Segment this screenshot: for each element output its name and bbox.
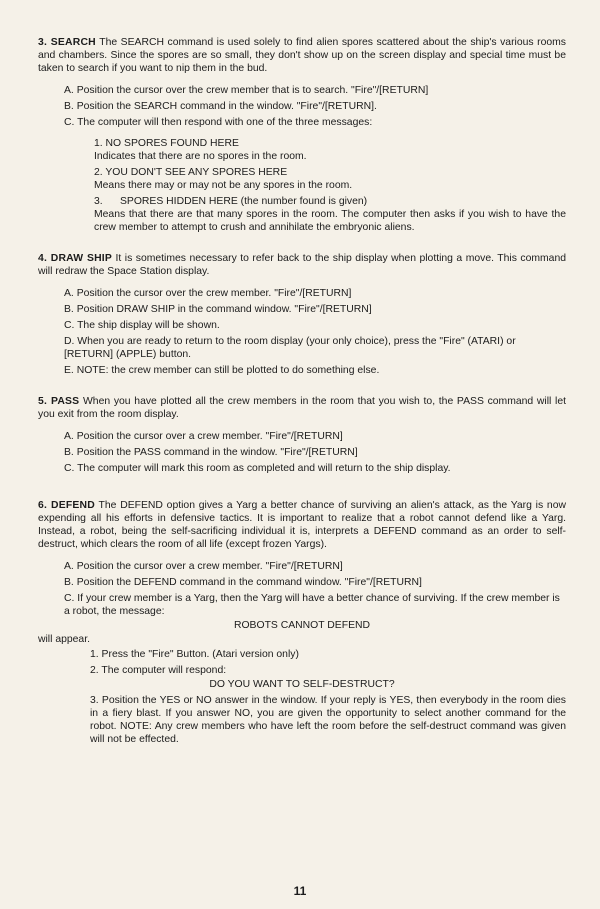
step-item: C. The ship display will be shown. <box>64 320 220 331</box>
step-item: D. When you are ready to return to the room display (your only choice), press the "Fire" (ATARI) or [RETURN] (APPLE) button. <box>64 336 516 360</box>
sub-step-list <box>90 648 566 677</box>
sub-step-item: 1. Press the "Fire" Button. (Atari version only) <box>90 649 299 660</box>
step-item: E. NOTE: the crew member can still be plotted to do something else. <box>64 365 380 376</box>
manual-page <box>38 36 566 760</box>
section-defend <box>38 499 566 746</box>
message-title: 2. YOU DON'T SEE ANY SPORES HERE <box>94 167 288 178</box>
final-step: 3. Position the YES or NO answer in the window. If your reply is YES, then everybody in the room dies in a fiery blast. If you answer NO, you are given the opportunity to select another command for the robot. NOTE: Any crew members who have left the room before the self-destruct command was given will not be effected. <box>90 695 566 745</box>
step-item: B. Position the SEARCH command in the window. "Fire"/[RETURN]. <box>64 101 377 112</box>
message-title: 3. SPORES HIDDEN HERE (the number found is given) <box>94 196 368 207</box>
section-text: The SEARCH command is used solely to find alien spores scattered about the ship's various rooms and chambers. Since the spores are so small, they don't show up on the screen display and special time must be taken to search if you want to nip them in the bud. <box>38 37 566 74</box>
sub-step-item: 2. The computer will respond: <box>90 665 227 676</box>
step-item: A. Position the cursor over a crew member. "Fire"/[RETURN] <box>64 431 343 442</box>
message-title: 1. NO SPORES FOUND HERE <box>94 138 239 149</box>
section-text: It is sometimes necessary to refer back to the ship display when plotting a move. This command will redraw the Space Station display. <box>38 253 567 277</box>
step-list <box>38 560 566 618</box>
step-item: C. The computer will then respond with one of the three messages: <box>64 117 373 128</box>
message-item <box>94 137 566 163</box>
step-item: A. Position the cursor over the crew member that is to search. "Fire"/[RETURN] <box>64 85 429 96</box>
page-number: 11 <box>293 884 307 898</box>
section-heading: 5. PASS <box>38 396 80 407</box>
step-item: A. Position the cursor over the crew member. "Fire"/[RETURN] <box>64 288 352 299</box>
step-item: A. Position the cursor over a crew member. "Fire"/[RETURN] <box>64 561 343 572</box>
section-intro <box>38 252 566 278</box>
section-pass <box>38 395 566 475</box>
section-intro <box>38 395 566 421</box>
self-destruct-prompt: DO YOU WANT TO SELF-DESTRUCT? <box>209 679 395 690</box>
section-heading: 6. DEFEND <box>38 500 95 511</box>
section-intro <box>38 499 566 551</box>
section-text: When you have plotted all the crew members in the room that you wish to, the PASS command will let you exit from the room display. <box>38 396 566 420</box>
step-item: B. Position DRAW SHIP in the command window. "Fire"/[RETURN] <box>64 304 372 315</box>
step-item: B. Position the DEFEND command in the command window. "Fire"/[RETURN] <box>64 577 422 588</box>
message-item <box>94 195 566 234</box>
message-desc: Means there may or may not be any spores in the room. <box>94 180 353 191</box>
message-list <box>94 137 566 234</box>
will-appear-text: will appear. <box>38 634 90 645</box>
section-draw-ship <box>38 252 566 377</box>
step-list <box>38 287 566 377</box>
step-list <box>38 430 566 475</box>
section-heading: 4. DRAW SHIP <box>38 253 113 264</box>
step-item: B. Position the PASS command in the window. "Fire"/[RETURN] <box>64 447 358 458</box>
message-desc: Indicates that there are no spores in the room. <box>94 151 307 162</box>
section-heading: 3. SEARCH <box>38 37 96 48</box>
message-item <box>94 166 566 192</box>
robot-message: ROBOTS CANNOT DEFEND <box>233 620 371 631</box>
step-item: C. If your crew member is a Yarg, then the Yarg will have a better chance of surviving. If the crew member is a robot, the message: <box>64 593 560 617</box>
section-search <box>38 36 566 234</box>
section-intro <box>38 36 566 75</box>
step-list <box>38 84 566 129</box>
message-desc: Means that there are that many spores in the room. The computer then asks if you wish to have the crew member to attempt to crush and annihilate the embryonic aliens. <box>94 209 566 233</box>
step-item: C. The computer will mark this room as completed and will return to the ship display. <box>64 463 451 474</box>
section-text: The DEFEND option gives a Yarg a better chance of surviving an alien's attack, as the Yarg is now expending all his efforts in defensive tactics. It is important to realize that a robot cannot defend like a Yarg. Instead, a robot, being the self-sacrificing individual it is, interprets a DEFEND command as an order to self-destruct, which clears the room of all life (except frozen Yargs). <box>38 500 566 550</box>
